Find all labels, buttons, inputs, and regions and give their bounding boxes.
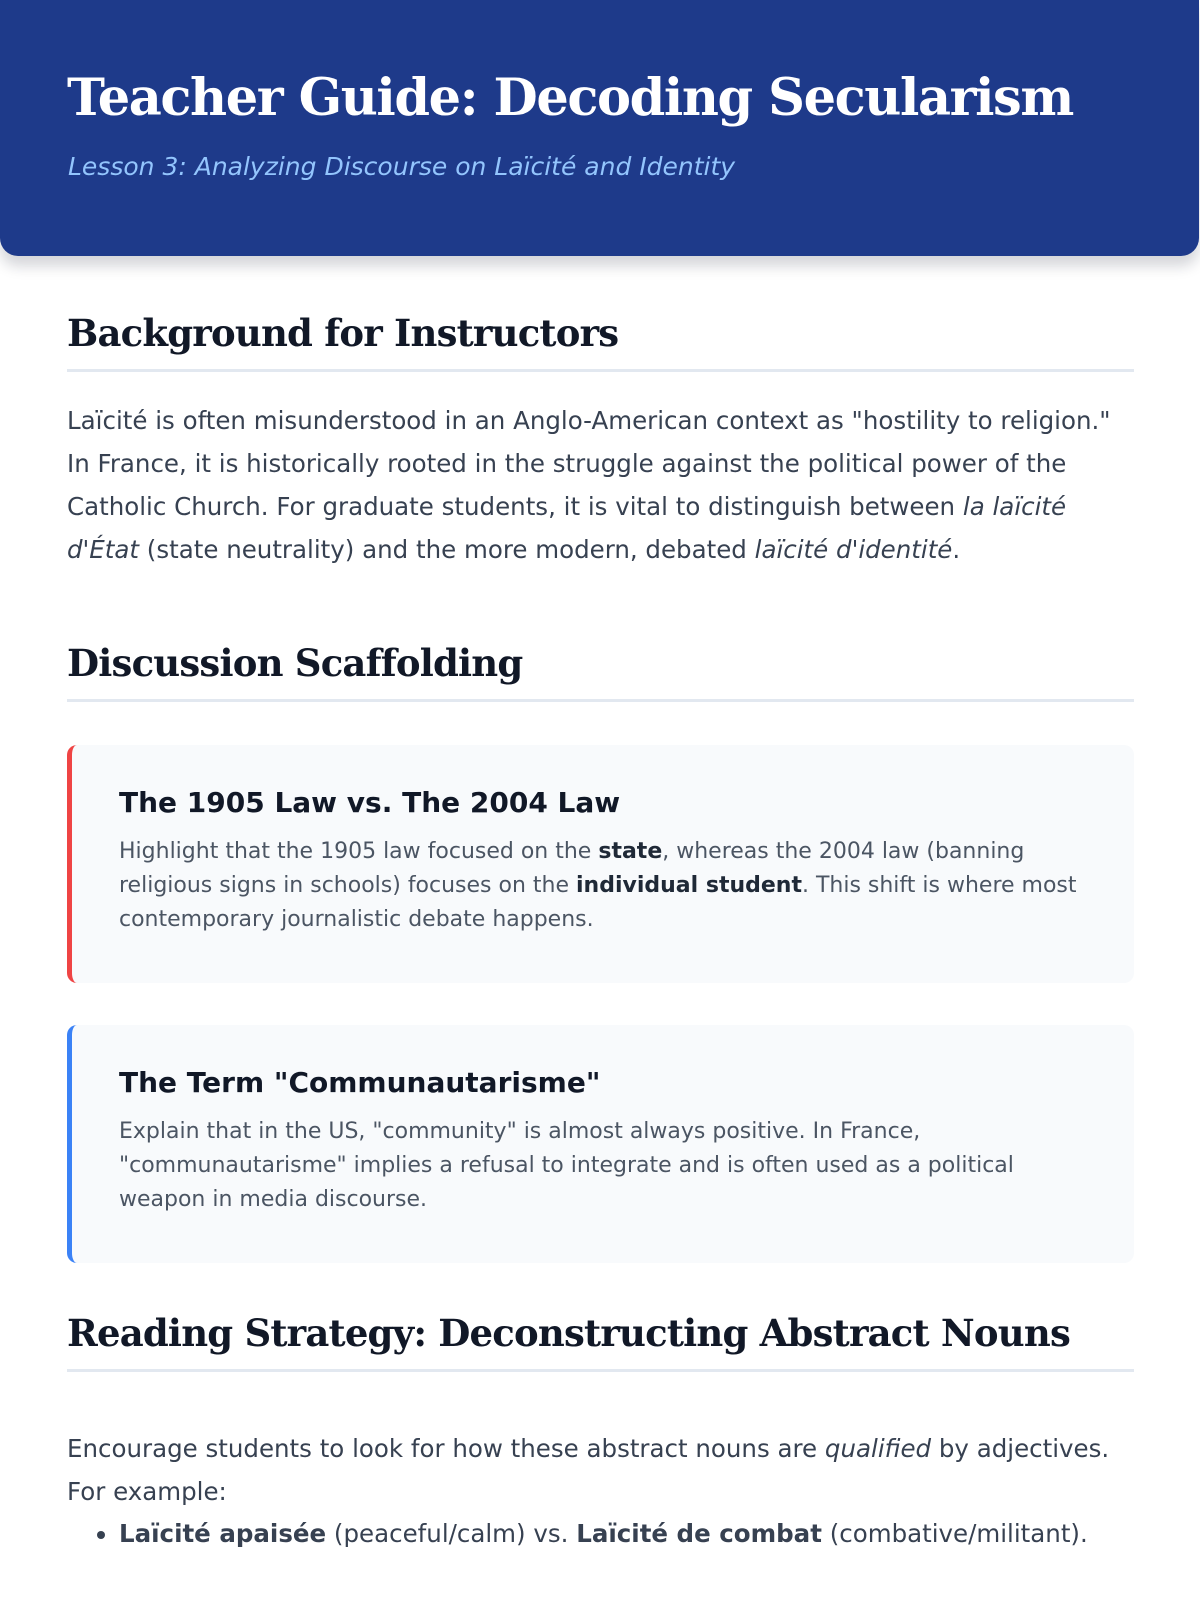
background-text-2: (state neutrality) and the more modern, debated [139,535,755,564]
background-text-3: . [952,535,961,564]
card-text: . This shift is where most contemporary journalistic debate happens. [119,873,1077,932]
discussion-card-communautarisme [67,1025,1134,1263]
section-title-discussion: Discussion Scaffolding [67,641,1134,702]
reading-text-1: Encourage students to look for how these abstract nouns are [67,1434,825,1463]
card-emphasis-student: individual student [576,873,802,898]
background-text-1: Laïcité is often misunderstood in an Anglo-American context as "hostility to religion." In France, it is historically rooted in the struggle against the political power of the Catholic Church. For graduate students, it is vital to distinguish between [67,406,1111,521]
term-laicite-didentite: laïcité d'identité [754,535,953,564]
term-qualified: qualified [824,1434,932,1463]
section-title-background: Background for Instructors [67,311,1134,372]
card-emphasis-state: state [598,839,663,864]
list-item [119,1512,1134,1555]
background-paragraph [67,399,1134,571]
term-laicite-apaisee: Laïcité apaisée [119,1519,327,1548]
examples-list [67,1512,1134,1555]
discussion-card-laws [67,745,1134,983]
page-subtitle: Lesson 3: Analyzing Discourse on Laïcité and Identity [68,152,736,181]
gloss-text: (peaceful/calm) vs. [326,1519,577,1548]
page-header [0,0,1199,256]
card-title-laws: The 1905 Law vs. The 2004 Law [119,786,621,819]
card-title-communautarisme: The Term "Communautarisme" [119,1066,601,1099]
card-text: Highlight that the 1905 law focused on the [119,839,599,864]
term-laicite-de-combat: Laïcité de combat [576,1519,822,1548]
section-title-reading: Reading Strategy: Deconstructing Abstract Nouns [67,1311,1134,1372]
page-title: Teacher Guide: Decoding Secularism [67,68,1073,128]
term-laicite-detat: la laïcité d'État [67,492,1067,564]
card-body-communautarisme: Explain that in the US, "community" is almost always positive. In France, "communautarisme" implies a refusal to integrate and is often used as a political weapon in media discourse. [119,1119,1014,1212]
card-body-laws [119,835,1090,937]
reading-text-2: by adjectives. For example: [67,1434,1110,1506]
gloss-text: (combative/militant). [821,1519,1088,1548]
card-text: , whereas the 2004 law (banning religious signs in schools) focuses on the [119,839,1025,898]
reading-paragraph [67,1427,1134,1513]
